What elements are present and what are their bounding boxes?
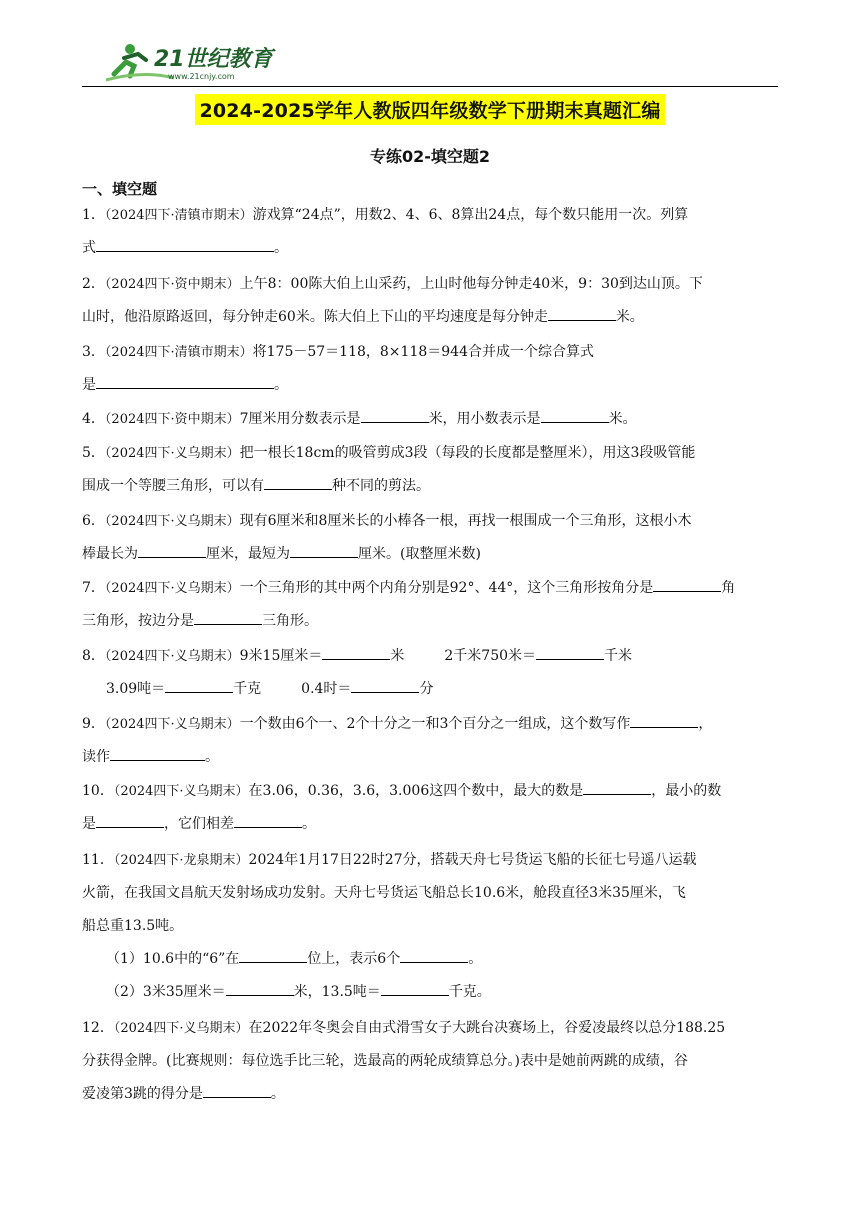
page-subtitle: 专练02-填空题2 [369,147,491,166]
answer-blank[interactable] [96,811,164,828]
question-1: 1．（2024四下·清镇市期末）游戏算“24点”，用数2、4、6、8算出24点，每个数只能用一次。列算 式 。 [82,207,689,256]
answer-blank[interactable] [351,676,419,693]
answer-blank[interactable] [234,811,302,828]
logo [104,40,284,84]
answer-blank[interactable] [548,304,616,321]
answer-blank[interactable] [165,676,233,693]
answer-blank[interactable] [203,1081,271,1098]
question-10: 10．（2024四下·义乌期末）在3.06，0.36，3.6，3.006这四个数中，最大的数是 ，最小的数 是 ，它们相差 。 [82,775,780,841]
question-7: 7．（2024四下·义乌期末）一个三角形的其中两个内角分别是92°、44°，这个三角形按角分是 角 三角形，按边分是 三角形。 [82,572,780,638]
answer-blank[interactable] [400,946,468,963]
question-3: 3．（2024四下·清镇市期末）将175－57＝118，8×118＝944合并成一个综合算式 是 。 [82,344,594,393]
question-2: 2．（2024四下·资中期末）上午8：00陈大伯上山采药，上山时他每分钟走40米，9：30到达山顶。下 山时，他沿原路返回，每分钟走60米。陈大伯上下山的平均速度是每分钟走 米。 [82,276,703,325]
question-11: 11．（2024四下·龙泉期末）2024年1月17日22时27分，搭载天舟七号货运飞船的长征七号遥八运载 火箭，在我国文昌航天发射场成功发射。天舟七号货运飞船总长10.6米，舱段直径3米35厘米，飞 船总重13.5吨。 （1）10.6中的“6”在 位上，表示6个 。 （2）3米35厘米＝ 米，13.5吨＝ 千克。 [82,852,697,1000]
question-4: 4．（2024四下·资中期末）7厘米用分数表示是 米，用小数表示是 米。 [82,403,780,436]
answer-blank[interactable] [264,473,332,490]
answer-blank[interactable] [583,778,651,795]
section-heading: 一、填空题 [82,180,158,198]
question-12: 12．（2024四下·义乌期末）在2022年冬奥会自由式滑雪女子大跳台决赛场上，谷爱凌最终以总分188.25 分获得金牌。(比赛规则：每位选手比三轮，选最高的两轮成绩算总分。)表中是她前两跳的成绩，谷 爱凌第3跳的得分是 。 [82,1020,726,1102]
question-8: 8．（2024四下·义乌期末）9米15厘米＝ 米 2千米750米＝ 千米 3.09吨＝ 千克 0.4时＝ 分 [82,640,780,706]
logo-subtext: www.21cnjy.com [168,72,235,81]
logo-text: 21世纪教育 [154,47,273,72]
answer-blank[interactable] [536,643,604,660]
answer-blank[interactable] [239,946,307,963]
page-title: 2024-2025学年人教版四年级数学下册期末真题汇编 [195,94,664,125]
answer-blank[interactable] [630,711,698,728]
question-9: 9．（2024四下·义乌期末）一个数由6个一、2个十分之一和3个百分之一组成，这个数写作 ， 读作 。 [82,708,780,774]
answer-blank[interactable] [138,541,206,558]
answer-blank[interactable] [361,406,429,423]
answer-blank[interactable] [96,235,274,252]
answer-blank[interactable] [541,406,609,423]
question-6: 6．（2024四下·义乌期末）现有6厘米和8厘米长的小棒各一根，再找一根围成一个三角形，这根小木 棒最长为 厘米，最短为 厘米。(取整厘米数) [82,513,692,562]
answer-blank[interactable] [322,643,390,660]
header-divider [82,86,778,87]
runner-logo-icon [104,40,284,84]
answer-blank[interactable] [226,979,294,996]
answer-blank[interactable] [381,979,449,996]
answer-blank[interactable] [290,541,358,558]
question-5: 5．（2024四下·义乌期末）把一根长18cm的吸管剪成3段（每段的长度都是整厘米），用这3段吸管能 围成一个等腰三角形，可以有 种不同的剪法。 [82,445,696,494]
answer-blank[interactable] [194,608,262,625]
answer-blank[interactable] [653,575,721,592]
answer-blank[interactable] [96,372,274,389]
answer-blank[interactable] [110,744,205,761]
